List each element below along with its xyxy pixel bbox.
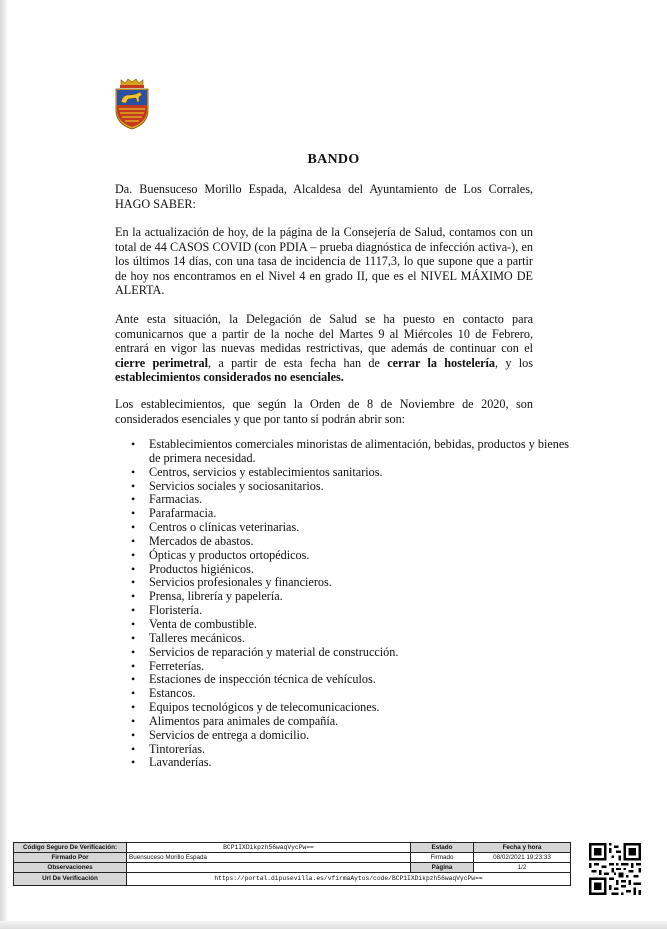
list-item: • Venta de combustible. xyxy=(149,618,579,632)
list-item: • Servicios profesionales y financieros. xyxy=(149,576,579,590)
list-item: • Prensa, librería y papelería. xyxy=(149,590,579,604)
list-item: • Lavanderías. xyxy=(149,756,579,770)
list-item: • Productos higiénicos. xyxy=(149,563,579,577)
bold-no-esenciales: establecimientos considerados no esenciales. xyxy=(115,370,344,385)
coat-of-arms-icon xyxy=(112,78,152,130)
fecha-label: Fecha y hora xyxy=(474,843,571,853)
list-item: • Establecimientos comerciales minoristas de alimentación, bebidas, productos y bienes de primera necesidad. xyxy=(149,438,579,466)
qr-code-icon xyxy=(589,843,641,895)
text-segment: , a partir de esta fecha han de xyxy=(208,355,388,370)
fecha-value: 08/02/2021 19:23:33 xyxy=(474,853,571,863)
url-value[interactable]: https://portal.dipusevilla.es/vfirmaAytos/code/BCP1IXDikpzh56waqVycPw== xyxy=(127,873,571,886)
list-item: • Servicios sociales y sociosanitarios. xyxy=(149,480,579,494)
list-item: • Alimentos para animales de compañía. xyxy=(149,715,579,729)
list-item: • Ópticas y productos ortopédicos. xyxy=(149,549,579,563)
text-segment: , y los xyxy=(495,355,533,370)
list-item: • Servicios de reparación y material de construcción. xyxy=(149,646,579,660)
csv-label: Código Seguro De Verificación: xyxy=(14,843,127,853)
covid-status-paragraph: En la actualización de hoy, de la página de la Consejería de Salud, contamos con un total de 44 CASOS COVID (con PDIA – prueba diagnóstica de infección activa-), en los últimos 14 días, con una tasa de incidencia de 1117,3, lo que supone que a partir de hoy nos encontramos en el Nivel 4 en grado II, que es el NIVEL MÁXIMO DE ALERTA. xyxy=(115,225,533,298)
page-shadow-left xyxy=(0,0,7,929)
list-item: • Tintorerías. xyxy=(149,743,579,757)
text-segment: Ante esta situación, la Delegación de Salud se ha puesto en contacto para comunicarnos que a partir de la noche del Martes 9 al Miércoles 10 de Febrero, entrará en vigor las nuevas medidas restrictivas, que además de continuar con el xyxy=(115,312,533,356)
list-item: • Estaciones de inspección técnica de vehículos. xyxy=(149,673,579,687)
list-item: • Estancos. xyxy=(149,687,579,701)
list-item: • Equipos tecnológicos y de telecomunicaciones. xyxy=(149,701,579,715)
bold-hosteleria: cerrar la hostelería xyxy=(387,355,496,370)
list-item: • Parafarmacia. xyxy=(149,507,579,521)
verification-table xyxy=(13,842,571,886)
estado-label: Estado xyxy=(411,843,474,853)
observaciones-label: Observaciones xyxy=(14,863,127,873)
list-item: • Farmacias. xyxy=(149,493,579,507)
list-item: • Centros o clínicas veterinarias. xyxy=(149,521,579,535)
essential-list xyxy=(115,438,579,770)
page-shadow-bottom xyxy=(0,921,667,929)
list-item: • Floristería. xyxy=(149,604,579,618)
bold-perimetral: cierre perimetral xyxy=(115,355,209,370)
intro-paragraph: Da. Buensuceso Morillo Espada, Alcaldesa del Ayuntamiento de Los Corrales, HAGO SABER: xyxy=(115,182,533,211)
list-item: • Servicios de entrega a domicilio. xyxy=(149,729,579,743)
essential-intro-paragraph: Los establecimientos, que según la Orden de 8 de Noviembre de 2020, son considerados esenciales y que por tanto sí podrán abrir son: xyxy=(115,397,533,426)
firmado-label: Firmado Por xyxy=(14,853,127,863)
list-item: • Mercados de abastos. xyxy=(149,535,579,549)
list-item: • Ferreterías. xyxy=(149,660,579,674)
restrictions-paragraph xyxy=(115,312,533,385)
pagina-label: Página xyxy=(411,863,474,873)
csv-value: BCP1IXDikpzh56waqVycPw== xyxy=(127,843,411,853)
list-item: • Centros, servicios y establecimientos sanitarios. xyxy=(149,466,579,480)
url-label: Url De Verificación xyxy=(14,873,127,886)
list-item: • Talleres mecánicos. xyxy=(149,632,579,646)
pagina-value: 1/2 xyxy=(474,863,571,873)
firmado-value: Buensuceso Morillo Espada xyxy=(127,853,411,863)
document-title: BANDO xyxy=(307,152,360,167)
estado-value: Firmado xyxy=(411,853,474,863)
observaciones-value xyxy=(127,863,411,873)
